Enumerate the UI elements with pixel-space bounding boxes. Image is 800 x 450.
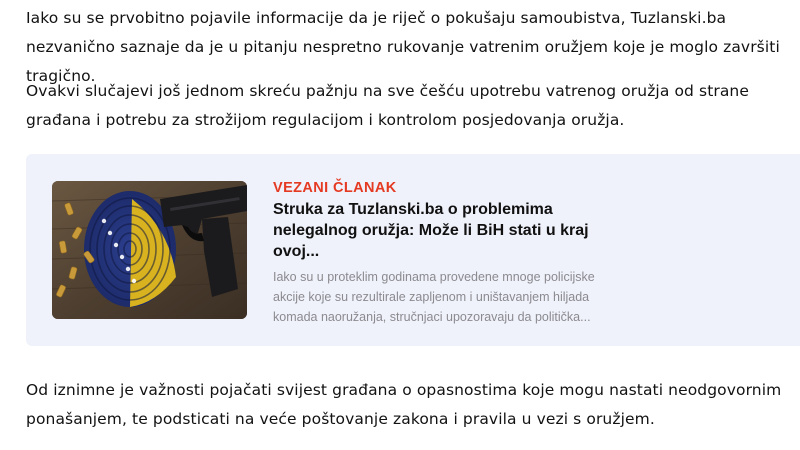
related-article-title[interactable]: Struka za Tuzlanski.ba o problemima nelegalnog oružja: Može li BiH stati u kraj ovoj... [273,201,589,260]
article-paragraph-1: Iako su se prvobitno pojavile informacije da je riječ o pokušaju samoubistva, Tuzlanski.ba nezvanično saznaje da je u pitanju nespretno rukovanje vatrenim oružjem koje je moglo završiti tragično. [26,9,780,85]
related-article-excerpt: Iako su u proteklim godinama provedene mnoge policijske akcije koje su rezultirale zapljenom i uništavanjem hiljada komada naoružanja, stručnjaci upozoravaju da politička... [273,270,595,324]
article-paragraph-2: Ovakvi slučajevi još jednom skreću pažnju na sve češću upotrebu vatrenog oružja od strane građana i potrebu za strožijom regulacijom i kontrolom posjedovanja oružja. [26,82,749,129]
related-article-thumbnail[interactable] [52,181,247,319]
related-article-label: VEZANI ČLANAK [273,180,397,196]
related-article-card[interactable] [26,154,800,346]
article-paragraph-3: Od iznimne je važnosti pojačati svijest građana o opasnostima koje mogu nastati neodgovornim ponašanjem, te podsticati na veće poštovanje zakona i pravila u vezi s oružjem. [26,381,782,428]
